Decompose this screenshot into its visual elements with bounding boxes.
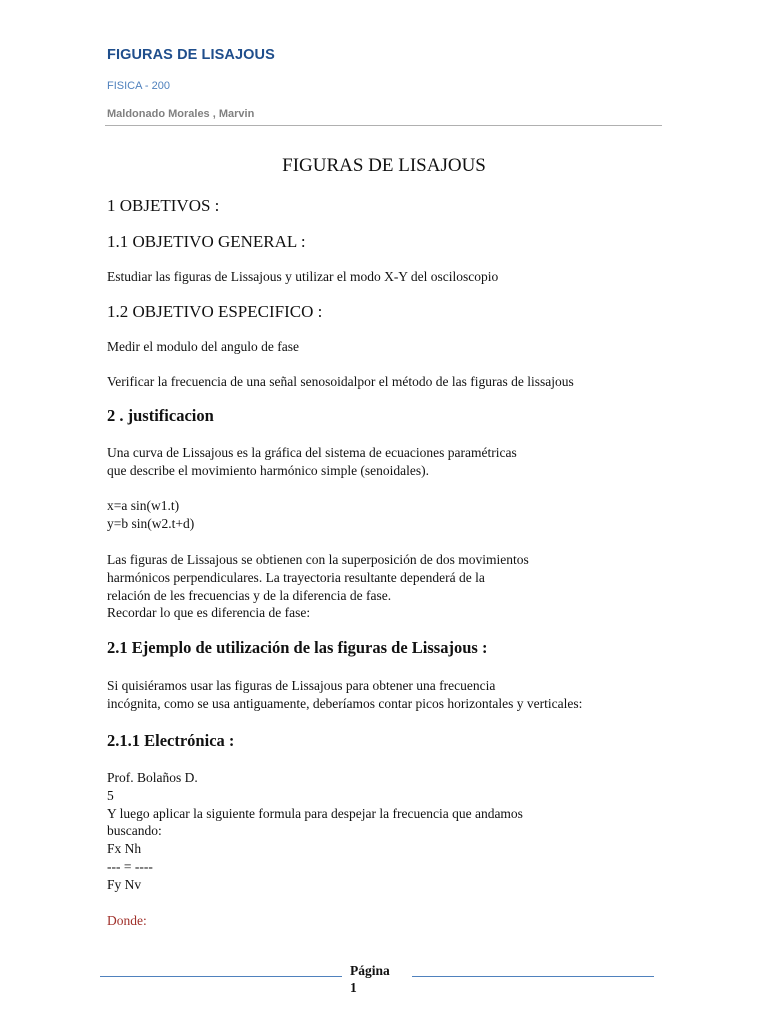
paragraph-line: que describe el movimiento harmónico simple (senoidales).: [107, 463, 430, 478]
header-author: Maldonado Morales , Marvin: [107, 108, 255, 120]
section-1-1-text: Estudiar las figuras de Lissajous y utilizar el modo X-Y del osciloscopio: [107, 269, 499, 284]
header-title: FIGURAS DE LISAJOUS: [107, 47, 275, 63]
section-1-1-heading: 1.1 OBJETIVO GENERAL :: [107, 232, 306, 251]
paragraph-line: Una curva de Lissajous es la gráfica del sistema de ecuaciones paramétricas: [107, 445, 517, 460]
footer-line-right: [412, 976, 654, 977]
paragraph-line: Si quisiéramos usar las figuras de Lissajous para obtener una frecuencia: [107, 678, 496, 693]
paragraph-line: Prof. Bolaños D.: [107, 770, 198, 785]
paragraph-line: harmónicos perpendiculares. La trayectoria resultante dependerá de la: [107, 570, 485, 585]
section-1-heading: 1 OBJETIVOS :: [107, 196, 220, 215]
section-2-heading: 2 . justificacion: [107, 406, 214, 425]
formula-line: --- = ----: [107, 859, 153, 874]
section-2-1-heading: 2.1 Ejemplo de utilización de las figuras de Lissajous :: [107, 638, 488, 657]
paragraph-line: buscando:: [107, 823, 162, 838]
footer-page-number: 1: [350, 980, 357, 995]
paragraph-line: incógnita, como se usa antiguamente, deberíamos contar picos horizontales y verticales:: [107, 696, 583, 711]
equation-y: y=b sin(w2.t+d): [107, 516, 195, 531]
paragraph-line: Recordar lo que es diferencia de fase:: [107, 605, 311, 620]
paragraph-line: relación de les frecuencias y de la diferencia de fase.: [107, 588, 392, 603]
paragraph-line: 5: [107, 788, 114, 803]
footer-page-label: Página: [350, 963, 390, 978]
paragraph-line: Las figuras de Lissajous se obtienen con la superposición de dos movimientos: [107, 552, 529, 567]
formula-line: Fy Nv: [107, 877, 142, 892]
header-divider: [105, 125, 662, 126]
section-1-2-heading: 1.2 OBJETIVO ESPECIFICO :: [107, 302, 323, 321]
section-1-2-text-2: Verificar la frecuencia de una señal senosoidalpor el método de las figuras de lissajous: [107, 374, 574, 389]
equation-x: x=a sin(w1.t): [107, 498, 180, 513]
donde-label: Donde:: [107, 913, 147, 928]
header-subtitle: FISICA - 200: [107, 80, 170, 92]
section-1-2-text-1: Medir el modulo del angulo de fase: [107, 339, 299, 354]
document-title: FIGURAS DE LISAJOUS: [282, 155, 486, 176]
footer-page: [350, 962, 390, 996]
paragraph-line: Y luego aplicar la siguiente formula para despejar la frecuencia que andamos: [107, 806, 523, 821]
formula-line: Fx Nh: [107, 841, 142, 856]
footer-line-left: [100, 976, 342, 977]
section-2-1-1-heading: 2.1.1 Electrónica :: [107, 731, 235, 750]
